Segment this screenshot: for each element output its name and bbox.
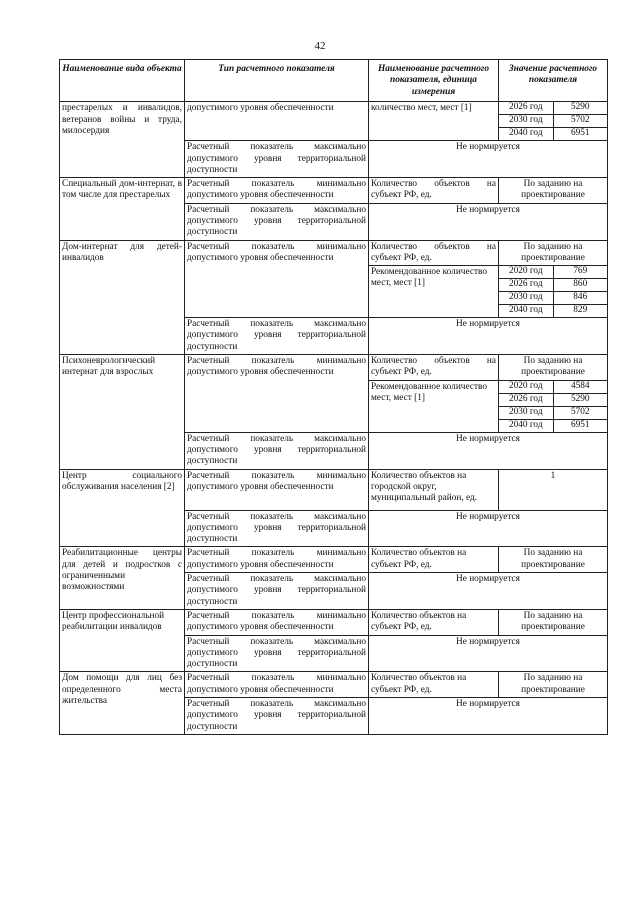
value-cell: 860 <box>553 279 607 292</box>
year-value-row <box>499 381 607 394</box>
not-normed: Не нормируется <box>369 635 608 672</box>
header-indicator-value: Значение расчетного показателя <box>499 60 608 102</box>
year-cell: 2040 год <box>499 128 553 141</box>
indicator-type: Расчетный показатель максимально допустимого уровня территориальной доступности <box>185 510 369 547</box>
indicator-name: Рекомендованное количество мест, мест [1] <box>369 380 499 432</box>
object-name: престарелых и инвалидов, ветеранов войны и труда, милосердия <box>60 102 185 178</box>
object-name: Дом помощи для лиц без определенного места жительства <box>60 672 185 734</box>
header-indicator-name: Наименование расчетного показателя, единица измерения <box>369 60 499 102</box>
indicator-type: Расчетный показатель минимально допустимого уровня обеспеченности <box>185 672 369 698</box>
indicator-name: Количество объектов на субъект РФ, ед. <box>369 178 499 204</box>
indicator-value: 1 <box>499 469 608 510</box>
value-cell: 769 <box>553 266 607 279</box>
table-row <box>60 178 608 204</box>
table-row <box>60 240 608 266</box>
indicator-name: Количество объектов на субъект РФ, ед. <box>369 240 499 266</box>
object-name: Центр профессиональной реабилитации инвалидов <box>60 609 185 671</box>
year-value-row <box>499 279 607 292</box>
not-normed: Не нормируется <box>369 510 608 547</box>
table-row <box>60 469 608 510</box>
indicator-name: Количество объектов на субъект РФ, ед. <box>369 672 499 698</box>
object-name: Специальный дом-интернат, в том числе для престарелых <box>60 178 185 240</box>
not-normed: Не нормируется <box>369 141 608 178</box>
value-cell: 5702 <box>553 406 607 419</box>
object-name: Реабилитационные центры для детей и подростков с ограниченными возможностями <box>60 547 185 609</box>
table-row <box>60 355 608 381</box>
table-row <box>60 547 608 573</box>
year-cell: 2020 год <box>499 266 553 279</box>
indicator-name: Количество объектов на городской округ, муниципальный район, ед. <box>369 469 499 510</box>
indicator-type: допустимого уровня обеспеченности <box>185 102 369 141</box>
indicator-value: По заданию на проектирование <box>499 355 608 381</box>
indicator-type: Расчетный показатель минимально допустимого уровня обеспеченности <box>185 355 369 433</box>
indicator-values <box>499 102 608 141</box>
page-number: 42 <box>314 40 326 52</box>
value-cell: 4584 <box>553 381 607 394</box>
year-cell: 2020 год <box>499 381 553 394</box>
not-normed: Не нормируется <box>369 203 608 240</box>
year-value-row <box>499 305 607 318</box>
year-value-row <box>499 102 607 115</box>
table-row <box>60 102 608 141</box>
not-normed: Не нормируется <box>369 573 608 610</box>
indicator-name: количество мест, мест [1] <box>369 102 499 141</box>
year-value-row <box>499 128 607 141</box>
object-name: Центр социального обслуживания населения [2] <box>60 469 185 547</box>
year-value-row <box>499 419 607 432</box>
indicator-type: Расчетный показатель максимально допустимого уровня территориальной доступности <box>185 432 369 469</box>
indicator-name: Количество объектов на субъект РФ, ед. <box>369 609 499 635</box>
value-cell: 5702 <box>553 115 607 128</box>
year-cell: 2030 год <box>499 115 553 128</box>
object-name: Психоневрологический интернат для взрослых <box>60 355 185 469</box>
year-value-row <box>499 266 607 279</box>
indicator-type: Расчетный показатель максимально допустимого уровня территориальной доступности <box>185 698 369 735</box>
value-cell: 5290 <box>553 102 607 115</box>
indicator-type: Расчетный показатель минимально допустимого уровня обеспеченности <box>185 609 369 635</box>
value-cell: 846 <box>553 292 607 305</box>
indicator-type: Расчетный показатель максимально допустимого уровня территориальной доступности <box>185 635 369 672</box>
object-name: Дом-интернат для детей-инвалидов <box>60 240 185 354</box>
year-cell: 2026 год <box>499 279 553 292</box>
standards-table <box>59 59 608 735</box>
not-normed: Не нормируется <box>369 698 608 735</box>
indicator-values <box>499 266 608 318</box>
indicator-value: По заданию на проектирование <box>499 240 608 266</box>
year-cell: 2040 год <box>499 419 553 432</box>
indicator-type: Расчетный показатель минимально допустимого уровня обеспеченности <box>185 240 369 318</box>
indicator-values <box>499 380 608 432</box>
year-cell: 2026 год <box>499 102 553 115</box>
year-cell: 2030 год <box>499 292 553 305</box>
indicator-value: По заданию на проектирование <box>499 547 608 573</box>
year-cell: 2026 год <box>499 393 553 406</box>
indicator-type: Расчетный показатель максимально допустимого уровня территориальной доступности <box>185 318 369 355</box>
header-indicator-type: Тип расчетного показателя <box>185 60 369 102</box>
year-value-row <box>499 292 607 305</box>
indicator-name: Рекомендованное количество мест, мест [1] <box>369 266 499 318</box>
indicator-type: Расчетный показатель минимально допустимого уровня обеспеченности <box>185 178 369 204</box>
not-normed: Не нормируется <box>369 432 608 469</box>
not-normed: Не нормируется <box>369 318 608 355</box>
indicator-value: По заданию на проектирование <box>499 672 608 698</box>
year-value-row <box>499 393 607 406</box>
table-row <box>60 609 608 635</box>
indicator-type: Расчетный показатель минимально допустимого уровня обеспеченности <box>185 469 369 510</box>
indicator-name: Количество объектов на субъект РФ, ед. <box>369 547 499 573</box>
indicator-type: Расчетный показатель максимально допустимого уровня территориальной доступности <box>185 203 369 240</box>
year-value-row <box>499 406 607 419</box>
year-value-row <box>499 115 607 128</box>
header-object-name: Наименование вида объекта <box>60 60 185 102</box>
year-cell: 2040 год <box>499 305 553 318</box>
indicator-name: Количество объектов на субъект РФ, ед. <box>369 355 499 381</box>
value-cell: 5290 <box>553 393 607 406</box>
indicator-type: Расчетный показатель максимально допустимого уровня территориальной доступности <box>185 573 369 610</box>
indicator-value: По заданию на проектирование <box>499 609 608 635</box>
value-cell: 829 <box>553 305 607 318</box>
year-cell: 2030 год <box>499 406 553 419</box>
value-cell: 6951 <box>553 419 607 432</box>
indicator-type: Расчетный показатель минимально допустимого уровня обеспеченности <box>185 547 369 573</box>
indicator-value: По заданию на проектирование <box>499 178 608 204</box>
indicator-type: Расчетный показатель максимально допустимого уровня территориальной доступности <box>185 141 369 178</box>
table-row <box>60 672 608 698</box>
value-cell: 6951 <box>553 128 607 141</box>
table-header-row <box>60 60 608 102</box>
